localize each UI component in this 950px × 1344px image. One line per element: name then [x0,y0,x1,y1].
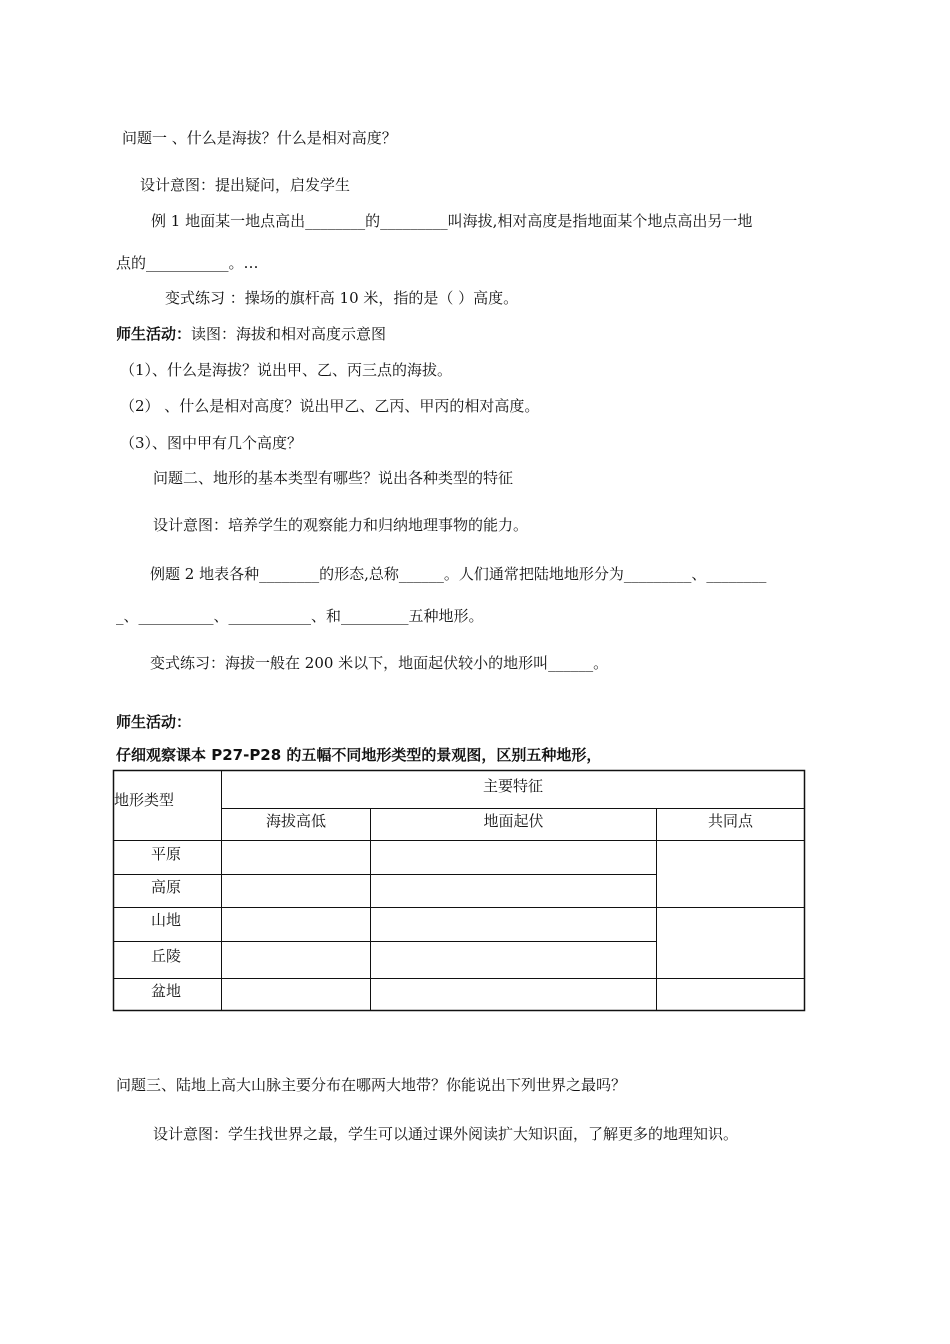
question-3-intent: 设计意图：学生找世界之最，学生可以通过课外阅读扩大知识面，了解更多的地理知识。 [153,1125,739,1143]
table-header-altitude: 海拔高低 [265,812,326,830]
activity-item-2: （2） 、什么是相对高度？说出甲乙、乙丙、甲丙的相对高度。 [120,397,540,415]
question-2-title: 问题二、地形的基本类型有哪些？说出各种类型的特征 [153,469,514,487]
table-row-plain: 平原 [151,845,182,863]
table-row-hill: 丘陵 [151,947,182,965]
activity-2-instruction: 仔细观察课本 P27-P28 的五幅不同地形类型的景观图，区别五种地形， [116,746,602,764]
example-1-line-2: 点的___________。… [116,254,259,272]
activity-item-1: （1）、什么是海拔？说出甲、乙、丙三点的海拔。 [120,361,453,379]
table-row-mountain: 山地 [151,911,182,929]
activity-1-text: 读图：海拔和相对高度示意图 [191,325,387,343]
example-1-line-1: 例 1 地面某一地点高出________的_________叫海拔,相对高度是指地面某个地点高出另一地 [151,212,753,230]
variant-exercise-1: 变式练习 ：操场的旗杆高 10 米，指的是（ ）高度。 [165,289,519,307]
example-2-line-2: _、__________、___________、和_________五种地形。 [116,607,484,625]
table-header-main-features: 主要特征 [482,777,543,795]
example-2-line-1: 例题 2 地表各种________的形态,总称______。人们通常把陆地地形分为_________、________ [150,565,767,583]
table-row-basin: 盆地 [151,982,182,1000]
table-header-relief: 地面起伏 [483,812,544,830]
activity-item-3: （3）、图中甲有几个高度？ [120,434,303,452]
question-1-title: 问题一 、什么是海拔？什么是相对高度？ [122,129,397,147]
activity-1-label: 师生活动： [116,325,192,343]
variant-exercise-2: 变式练习：海拔一般在 200 米以下，地面起伏较小的地形叫______。 [150,654,609,672]
question-3-title: 问题三、陆地上高大山脉主要分布在哪两大地带？你能说出下列世界之最吗？ [116,1076,627,1094]
table-header-common-points: 共同点 [707,812,753,830]
table-row-plateau: 高原 [151,878,182,896]
question-2-intent: 设计意图：培养学生的观察能力和归纳地理事物的能力。 [153,516,529,534]
question-1-intent: 设计意图：提出疑问，启发学生 [140,176,351,194]
activity-2-label: 师生活动： [116,713,192,731]
table-header-terrain-type: 地形类型 [114,791,175,809]
